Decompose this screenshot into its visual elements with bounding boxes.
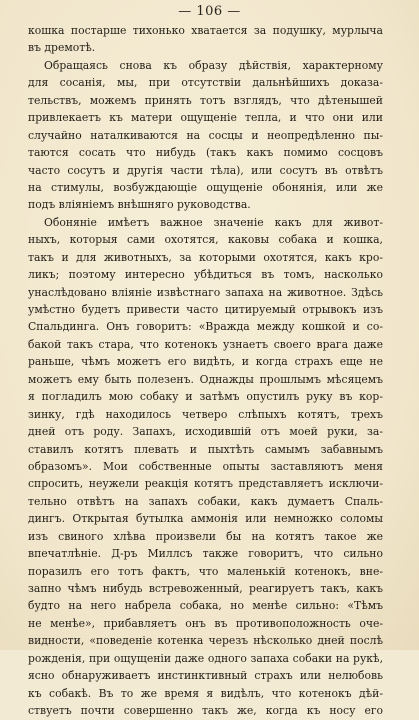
text-line: бакой такъ стара, что котенокъ узнаетъ своего врага даже [28, 337, 383, 351]
text-line: дней отъ роду. Запахъ, исходившій отъ моей руки, за- [28, 425, 383, 439]
text-line: будто на него набрела собака, но менѣе сильно: «Тѣмъ [28, 599, 383, 613]
text-line: не менѣе», прибавляетъ онъ въ противоположность оче- [28, 616, 383, 630]
text-line: случайно наталкиваются на сосцы и неопредѣленно пы- [28, 128, 383, 142]
text-line: рожденія, при ощущеніи даже одного запаха собаки на рукѣ, [28, 651, 383, 665]
text-line: Обращаясь снова къ образу дѣйствія, характерному [44, 58, 383, 72]
body-text [28, 22, 383, 720]
text-line: впечатлѣніе. Д-ръ Миллсъ также говоритъ, что сильно [28, 547, 383, 561]
text-line: можетъ ему быть полезенъ. Однажды прошлымъ мѣсяцемъ [28, 372, 383, 386]
text-line: къ собакѣ. Въ то же время я видѣлъ, что котенокъ дѣй- [28, 686, 383, 700]
text-line: тельствъ, можемъ принять тотъ взглядъ, что дѣтенышей [28, 93, 383, 107]
page-number: — 106 — [178, 4, 241, 19]
text-line: я погладилъ мою собаку и затѣмъ опустилъ руку въ кор- [28, 390, 383, 404]
text-line: на стимулы, возбуждающіе ощущеніе обонянія, или же [28, 180, 383, 194]
text-line: ясно обнаруживаетъ инстинктивный страхъ или нелюбовь [28, 669, 383, 683]
text-line: дингъ. Открытая бутылка аммонія или немножко соломы [28, 512, 383, 526]
text-line: подъ вліяніемъ внѣшняго руководства. [28, 198, 251, 212]
text-line: въ дремотѣ. [28, 41, 96, 55]
text-line: зинку, гдѣ находилось четверо слѣпыхъ котятъ, трехъ [28, 407, 383, 421]
text-line: изъ свиного хлѣва произвели бы на котятъ такое же [28, 529, 383, 543]
text-line: видности, «поведеніе котенка черезъ нѣсколько дней послѣ [28, 634, 383, 648]
text-line: умѣстно будетъ привести часто цитируемый отрывокъ изъ [28, 303, 383, 316]
text-line: Обоняніе имѣетъ важное значеніе какъ для живот- [44, 215, 383, 229]
text-line: запно чѣмъ нибудь встревоженный, реагируетъ такъ, какъ [28, 582, 383, 595]
text-line: ликъ; поэтому интересно убѣдиться въ томъ, насколько [28, 268, 383, 282]
text-line: тельно отвѣтъ на запахъ собаки, какъ думаетъ Спаль- [28, 494, 383, 508]
text-line: ставилъ котятъ плевать и пыхтѣть самымъ забавнымъ [28, 442, 383, 456]
text-line: такъ и для животныхъ, за которыми охотятся, какъ кро- [28, 250, 383, 264]
text-line: кошка постарше тихонько хватается за подушку, мурлыча [28, 24, 383, 37]
text-line: спросить, неужели реакція котятъ представляетъ исключи- [28, 477, 383, 491]
text-line: ствуетъ почти совершенно такъ же, когда къ носу его [28, 704, 383, 718]
text-line: унаслѣдовано вліяніе извѣстнаго запаха на животное. Здѣсь [28, 285, 383, 299]
text-line: раньше, чѣмъ можетъ его видѣть, и когда страхъ еще не [28, 355, 383, 369]
text-line: ныхъ, которыя сами охотятся, каковы собака и кошка, [28, 233, 383, 247]
text-line: часто сосутъ и другія части тѣла), или сосутъ въ отвѣтъ [28, 163, 383, 177]
text-line: образомъ». Мои собственные опыты заставляютъ меня [28, 459, 383, 473]
text-line: поразилъ его тотъ фактъ, что маленькій котенокъ, вне- [28, 564, 383, 578]
text-line: привлекаетъ къ матери ощущеніе тепла, и что они или [28, 111, 383, 125]
text-line: Спальдинга. Онъ говоритъ: «Вражда между кошкой и со- [28, 320, 383, 334]
text-line: таются сосать что нибудь (такъ какъ помимо сосцовъ [28, 146, 383, 160]
text-line: для сосанія, мы, при отсутствіи дальнѣйшихъ доказа- [28, 76, 383, 90]
